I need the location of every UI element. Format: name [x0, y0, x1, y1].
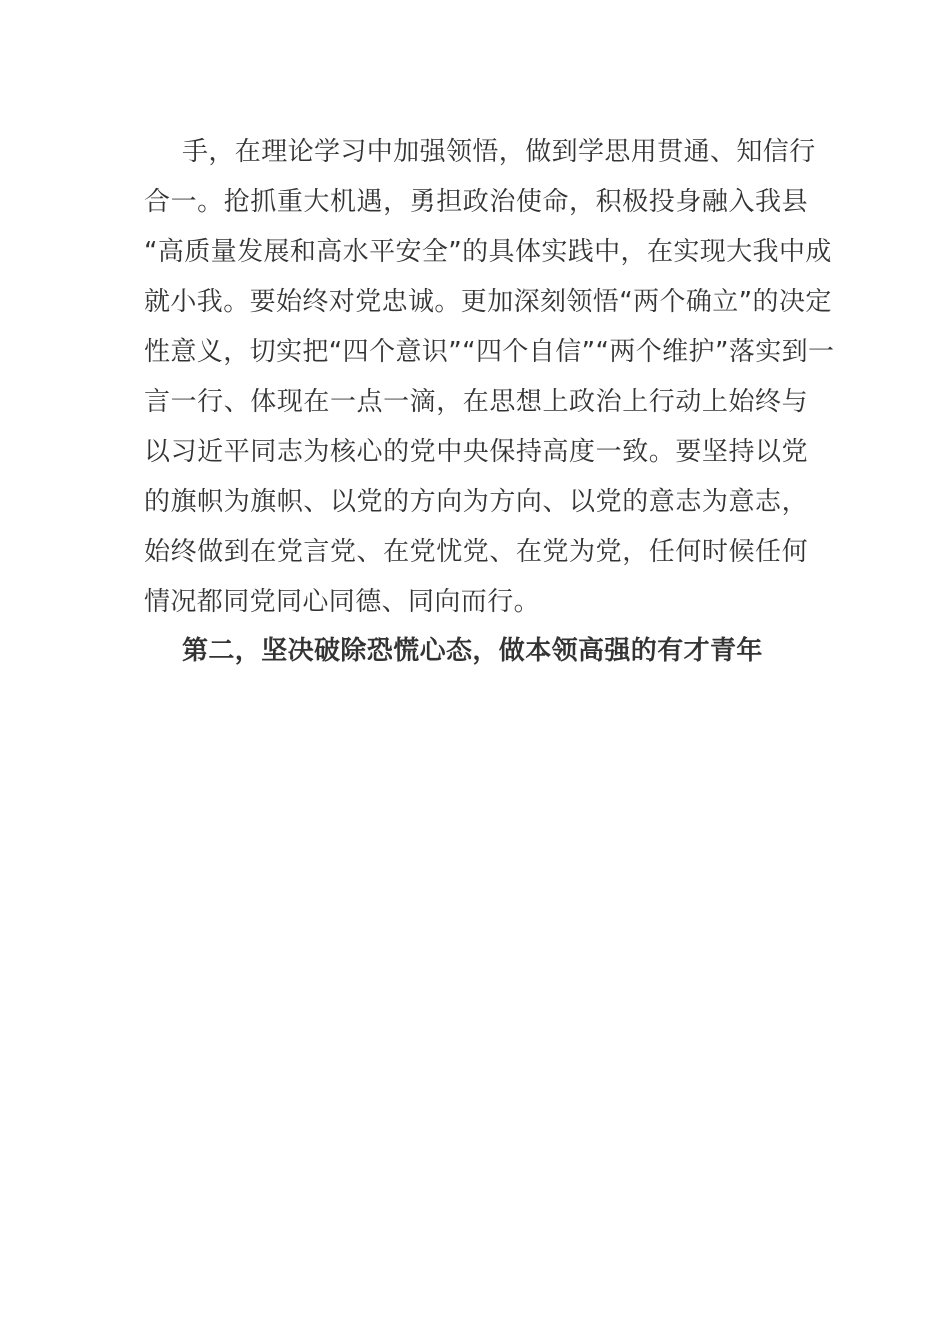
paragraph-line: “高质量发展和高水平安全”的具体实践中，在实现大我中成 [144, 237, 832, 267]
paragraph-line: 情况都同党同心同德、同向而行。 [144, 587, 541, 617]
section-heading: 第二，坚决破除恐慌心态，做本领高强的有才青年 [182, 636, 763, 666]
paragraph-line: 的旗帜为旗帜、以党的方向为方向、以党的意志为意志， [144, 487, 808, 517]
paragraph-line: 合一。抢抓重大机遇，勇担政治使命，积极投身融入我县 [144, 187, 808, 217]
paragraph-line: 手，在理论学习中加强领悟，做到学思用贯通、知信行 [182, 137, 816, 167]
paragraph-line: 以习近平同志为核心的党中央保持高度一致。要坚持以党 [144, 437, 808, 467]
paragraph-line: 始终做到在党言党、在党忧党、在党为党，任何时候任何 [144, 537, 808, 567]
body-paragraph [144, 127, 835, 627]
paragraph-line: 就小我。要始终对党忠诚。更加深刻领悟“两个确立”的决定 [144, 287, 832, 317]
paragraph-line: 言一行、体现在一点一滴，在思想上政治上行动上始终与 [144, 387, 808, 417]
paragraph-line: 性意义，切实把“四个意识”“四个自信”“两个维护”落实到一 [144, 337, 835, 367]
